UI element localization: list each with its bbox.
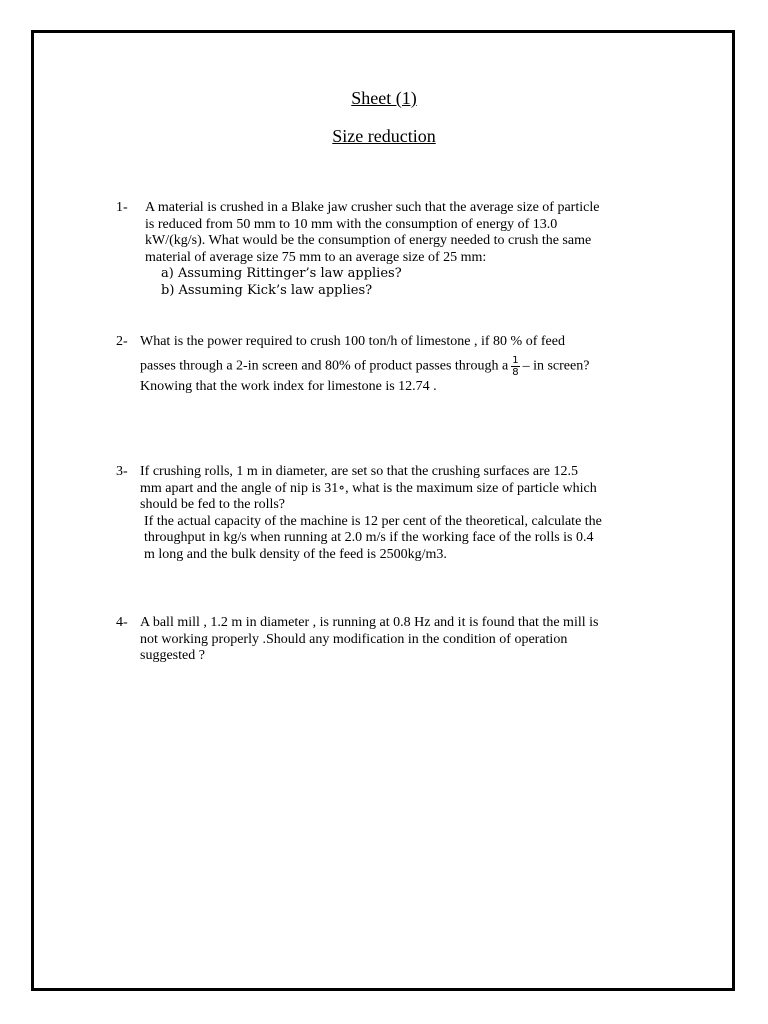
question-1-line: is reduced from 50 mm to 10 mm with the consumption of energy of 13.0 [145,216,558,232]
question-3-line: should be fed to the rolls? [140,497,286,512]
question-4 [140,615,598,665]
question-1 [145,200,599,299]
question-4-line: suggested ? [140,648,205,663]
question-4-line: not working properly .Should any modification in the condition of operation [140,631,568,647]
question-2-text: – in screen? [522,358,590,374]
question-2-number: 2- [116,334,128,349]
question-2 [140,334,589,395]
question-3-line: If the actual capacity of the machine is 12 per cent of the theoretical, calculate the [144,513,602,529]
question-3-line: m long and the bulk density of the feed is 2500kg/m3. [144,546,447,562]
question-4-line: A ball mill , 1.2 m in diameter , is running at 0.8 Hz and it is found that the mill is [140,615,599,630]
question-3-line: throughput in kg/s when running at 2.0 m/s if the working face of the rolls is 0.4 [144,530,594,545]
question-1-number: 1- [116,200,128,215]
sheet-title: Sheet (1) [351,88,417,108]
question-1-line: material of average size 75 mm to an average size of 25 mm: [145,249,487,265]
question-3-line: If crushing rolls, 1 m in diameter, are set so that the crushing surfaces are 12.5 [140,464,578,479]
question-3-number: 3- [116,464,128,479]
sheet-subtitle: Size reduction [332,126,436,146]
fraction-numerator: 1 [512,354,519,366]
question-2-line-with-fraction [140,355,589,379]
question-2-text: passes through a 2-in screen and 80% of product passes through a [140,358,509,374]
question-1-line: kW/(kg/s). What would be the consumption of energy needed to crush the same [145,233,592,248]
question-4-number: 4- [116,615,128,630]
fraction [511,355,519,378]
question-2-line: Knowing that the work index for limestone is 12.74 . [140,378,437,394]
fraction-denominator: 8 [512,366,519,378]
question-2-line: What is the power required to crush 100 ton/h of limestone , if 80 % of feed [140,334,565,349]
question-1-line: A material is crushed in a Blake jaw crusher such that the average size of particle [145,200,600,215]
question-3 [140,464,602,563]
question-1-subitem-a: a) Assuming Rittinger’s law applies? [161,266,402,281]
question-3-line: mm apart and the angle of nip is 31∘, what is the maximum size of particle which [140,480,597,496]
question-1-subitem-b: b) Assuming Kick’s law applies? [161,282,373,298]
